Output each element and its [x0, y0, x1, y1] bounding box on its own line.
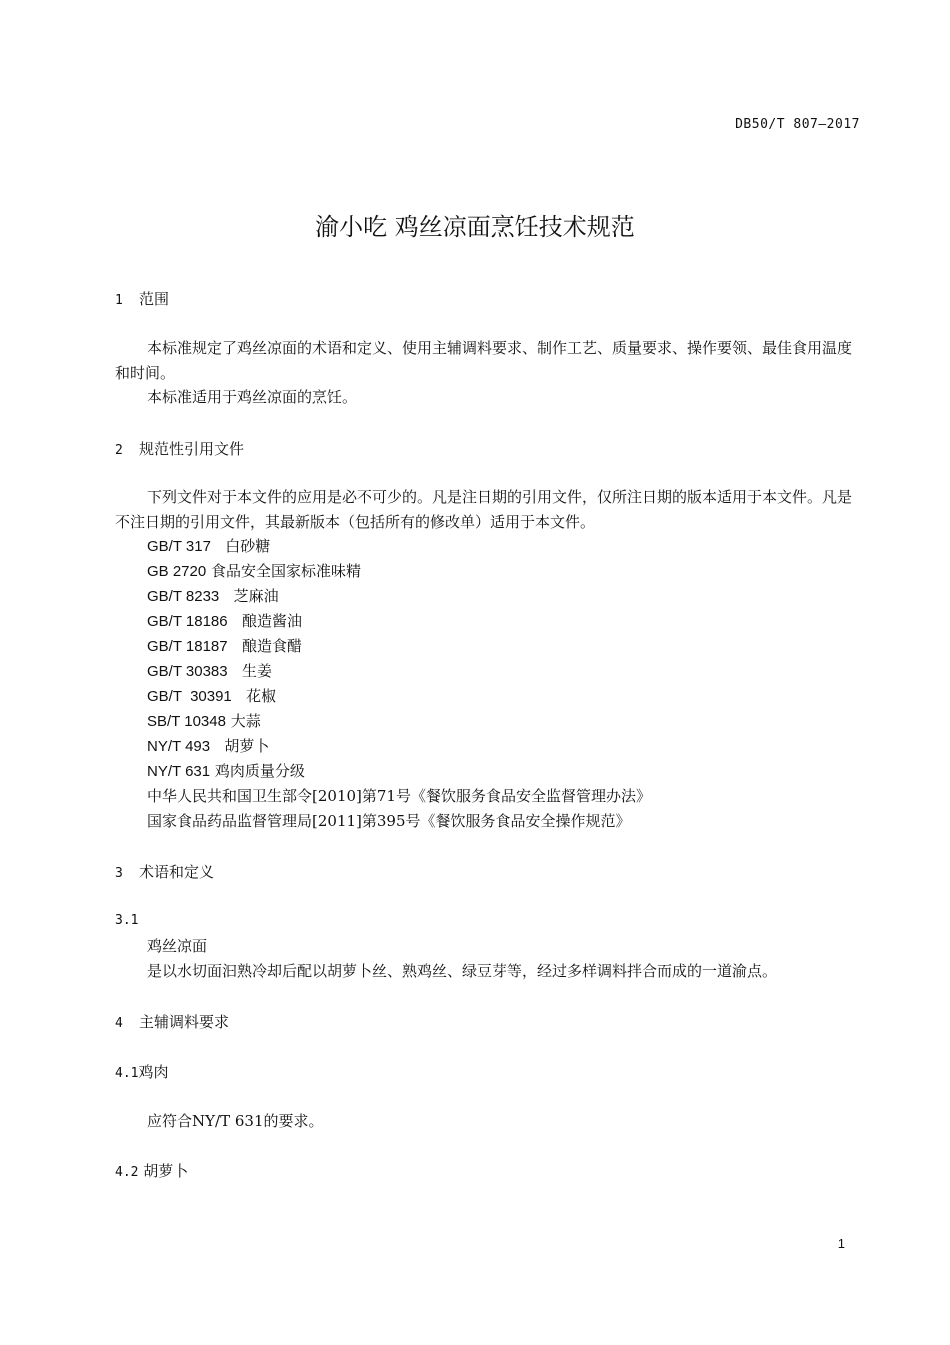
reference-code: GB 2720: [147, 563, 207, 580]
term-name: 鸡丝凉面: [147, 937, 208, 955]
refs-intro-paragraph: 下列文件对于本文件的应用是必不可少的。凡是注日期的引用文件，仅所注日期的版本适用于本文件。凡是不注日期的引用文件，其最新版本（包括所有的修改单）适用于本文件。: [115, 488, 853, 531]
reference-code: GB/T 30391: [147, 688, 232, 705]
reference-code: SB/T 10348: [147, 713, 226, 730]
reference-name: 白砂糖: [225, 537, 271, 555]
section-title: 范围: [139, 290, 170, 308]
reference-item: [147, 710, 261, 731]
reference-name: 生姜: [241, 662, 272, 680]
reference-code: GB/T 317: [147, 538, 211, 555]
reference-item: [147, 560, 361, 581]
document-title: 渝小吃 鸡丝凉面烹饪技术规范: [315, 213, 635, 241]
reference-name: 大蒜: [230, 712, 261, 730]
section-number: 2: [115, 443, 123, 458]
reference-name: 花椒: [246, 687, 277, 705]
scope-paragraph-1: 本标准规定了鸡丝凉面的术语和定义、使用主辅调料要求、制作工艺、质量要求、操作要领、最佳食用温度和时间。: [115, 339, 853, 382]
reference-code: NY/T 493: [147, 738, 211, 755]
section-title: 主辅调料要求: [139, 1013, 230, 1031]
reference-item: [147, 735, 269, 756]
reference-name: 食品安全国家标准味精: [211, 562, 362, 580]
reference-name: 胡萝卜: [224, 737, 270, 755]
reference-item: [147, 660, 272, 681]
reference-code: GB/T 18187: [147, 638, 228, 655]
subsection-heading-carrot: [115, 1160, 188, 1181]
section-number: 3: [115, 866, 123, 881]
reference-code: NY/T 631: [147, 763, 211, 780]
scope-paragraph-2: 本标准适用于鸡丝凉面的烹饪。: [147, 388, 358, 406]
reference-item: [147, 760, 305, 781]
subsection-number: 4.2: [115, 1165, 139, 1180]
reference-law-1: 中华人民共和国卫生部令[2010]第71号《餐饮服务食品安全监督管理办法》: [147, 787, 651, 805]
standard-code: DB50/T 807—2017: [735, 117, 860, 132]
reference-code: GB/T 8233: [147, 588, 220, 605]
reference-name: 芝麻油: [233, 587, 279, 605]
subsection-number: 4.1: [115, 1066, 139, 1081]
reference-item: [147, 610, 302, 631]
reference-name: 鸡肉质量分级: [214, 762, 305, 780]
reference-item: [147, 535, 270, 556]
reference-code: GB/T 30383: [147, 663, 228, 680]
section-title: 规范性引用文件: [139, 440, 245, 458]
page-number: 1: [837, 1236, 845, 1251]
reference-item: [147, 685, 276, 706]
section-number: 1: [115, 293, 123, 308]
reference-code: GB/T 18186: [147, 613, 228, 630]
term-number: 3.1: [115, 913, 139, 928]
section-heading-materials: [115, 1011, 229, 1032]
section-heading-terms: [115, 861, 214, 882]
reference-law-2: 国家食品药品监督管理局[2011]第395号《餐饮服务食品安全操作规范》: [147, 812, 631, 830]
subsection-title: 胡萝卜: [143, 1162, 189, 1180]
reference-name: 酿造食醋: [241, 637, 302, 655]
reference-item: [147, 585, 279, 606]
subsection-heading-chicken: [115, 1061, 169, 1082]
section-number: 4: [115, 1016, 123, 1031]
subsection-title: 鸡肉: [138, 1063, 169, 1081]
section-heading-scope: [115, 288, 169, 309]
reference-name: 酿造酱油: [241, 612, 302, 630]
term-definition: 是以水切面汩熟冷却后配以胡萝卜丝、熟鸡丝、绿豆芽等，经过多样调料拌合而成的一道渝点。: [147, 962, 778, 980]
chicken-requirement: 应符合NY/T 631的要求。: [147, 1112, 324, 1130]
reference-item: [147, 635, 302, 656]
section-heading-refs: [115, 438, 244, 459]
section-title: 术语和定义: [139, 863, 215, 881]
